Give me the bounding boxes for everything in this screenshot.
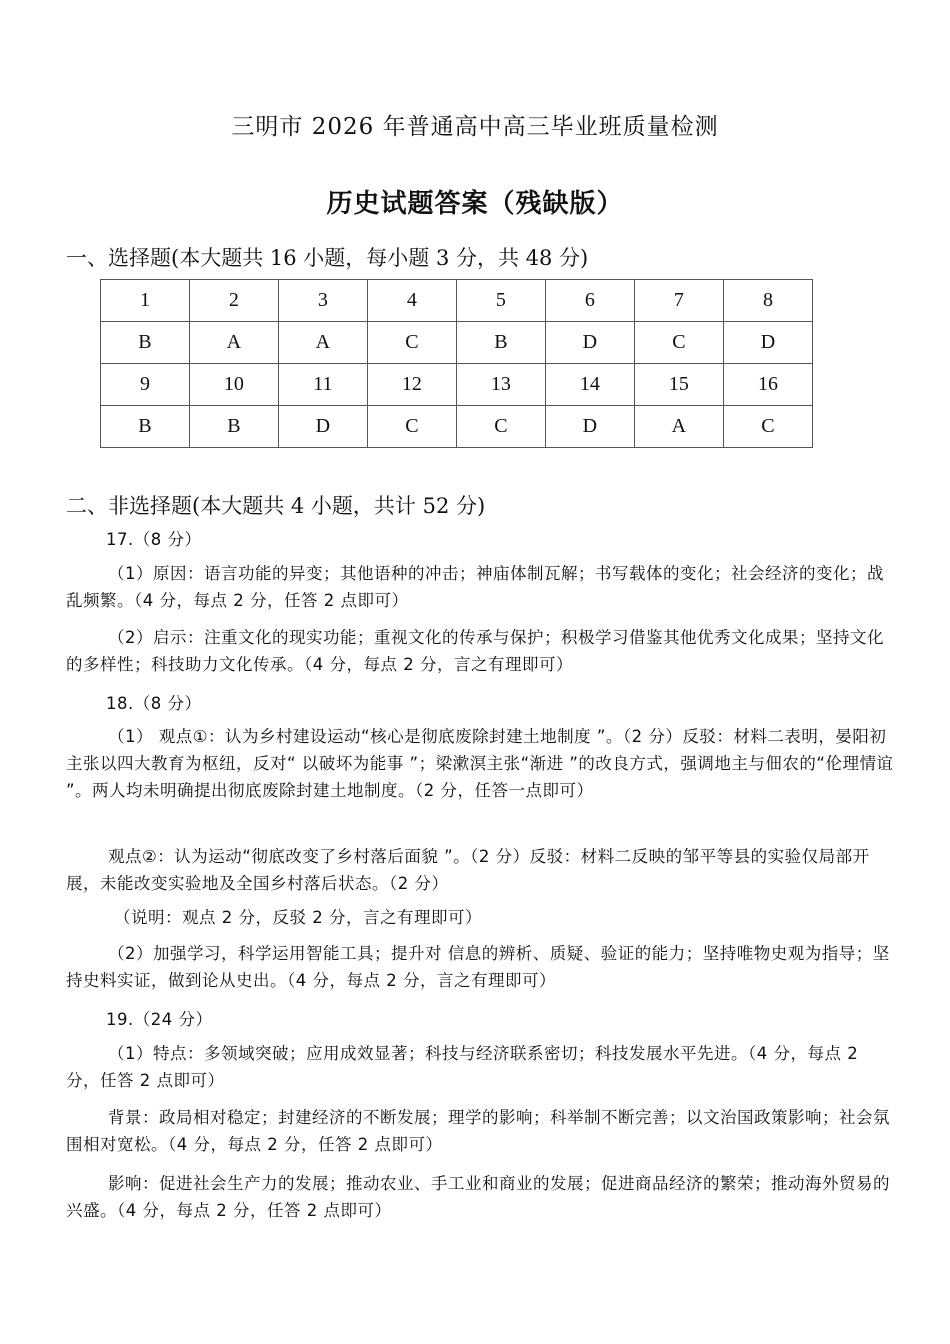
answer-cell: C [723,406,812,448]
answer-cell: C [634,322,723,364]
question-17-part-1: （1）原因：语言功能的异变；其他语种的冲击；神庙体制瓦解；书写载体的变化；社会经济的变化；战乱频繁。（4 分，每点 2 分，任答 2 点即可） [66,564,884,610]
question-number-cell: 7 [634,280,723,322]
answer-cell: D [723,322,812,364]
question-18-note: （说明：观点 2 分，反驳 2 分，言之有理即可） [114,908,482,927]
answer-cell: A [189,322,278,364]
question-number-cell: 12 [367,364,456,406]
question-number-cell: 11 [278,364,367,406]
question-19-label: 19.（24 分） [106,1010,213,1029]
answer-table [100,279,813,448]
question-19-impact: 影响：促进社会生产力的发展；推动农业、手工业和商业的发展；促进商品经济的繁荣；推动海外贸易的兴盛。（4 分，每点 2 分，任答 2 点即可） [66,1174,890,1220]
question-number-cell: 15 [634,364,723,406]
question-19-features: （1）特点：多领域突破；应用成效显著；科技与经济联系密切；科技发展水平先进。（4 分，每点 2 分，任答 2 点即可） [66,1044,859,1090]
answer-row [101,406,813,448]
section-1-heading: 一、选择题(本大题共 16 小题，每小题 3 分，共 48 分) [66,246,589,270]
answer-cell: D [545,322,634,364]
answer-cell: C [367,406,456,448]
question-18-part-1: （1） 观点①：认为乡村建设运动“核心是彻底废除封建土地制度 ”。（2 分）反驳：材料二表明，晏阳初主张以四大教育为枢纽，反对“ 以破坏为能事 ”；梁漱溟主张“渐进 ”的改良方式，强调地主与佃农的“伦理情谊 ”。两人均未明确提出彻底废除封建土地制度。（2 分，任答一点即可） [66,727,894,800]
answer-cell: B [189,406,278,448]
question-number-cell: 3 [278,280,367,322]
question-18-part-2: （2）加强学习，科学运用智能工具；提升对 信息的辨析、质疑、验证的能力；坚持唯物史观为指导；坚持史料实证，做到论从史出。（4 分，每点 2 分，言之有理即可） [66,944,890,990]
answer-row [101,322,813,364]
question-number-cell: 16 [723,364,812,406]
answer-cell: C [367,322,456,364]
question-number-cell: 5 [456,280,545,322]
question-18-label: 18.（8 分） [106,694,202,713]
answer-cell: D [278,406,367,448]
question-number-cell: 9 [101,364,190,406]
question-number-row [101,364,813,406]
question-number-cell: 2 [189,280,278,322]
answer-cell: A [278,322,367,364]
question-17-part-2: （2）启示：注重文化的现实功能；重视文化的传承与保护；积极学习借鉴其他优秀文化成果；坚持文化的多样性；科技助力文化传承。（4 分，每点 2 分，言之有理即可） [66,628,884,674]
answer-cell: B [101,406,190,448]
answer-cell: C [456,406,545,448]
answer-cell: D [545,406,634,448]
question-19-background: 背景：政局相对稳定；封建经济的不断发展；理学的影响；科举制不断完善；以文治国政策影响；社会氛围相对宽松。（4 分，每点 2 分，任答 2 点即可） [66,1108,890,1154]
question-18-viewpoint-2: 观点②：认为运动“彻底改变了乡村落后面貌 ”。（2 分）反驳：材料二反映的邹平等县的实验仅局部开展，未能改变实验地及全国乡村落后状态。（2 分） [66,847,870,893]
answer-cell: B [456,322,545,364]
answer-cell: B [101,322,190,364]
question-number-cell: 4 [367,280,456,322]
question-number-cell: 1 [101,280,190,322]
question-number-cell: 13 [456,364,545,406]
question-number-cell: 14 [545,364,634,406]
document-subtitle: 历史试题答案（残缺版） [326,189,624,219]
question-17-label: 17.（8 分） [106,530,202,549]
question-number-cell: 8 [723,280,812,322]
section-2-heading: 二、非选择题(本大题共 4 小题，共计 52 分) [66,494,486,518]
answer-cell: A [634,406,723,448]
document-title: 三明市 2026 年普通高中高三毕业班质量检测 [231,114,719,140]
question-number-cell: 10 [189,364,278,406]
question-number-cell: 6 [545,280,634,322]
question-number-row [101,280,813,322]
